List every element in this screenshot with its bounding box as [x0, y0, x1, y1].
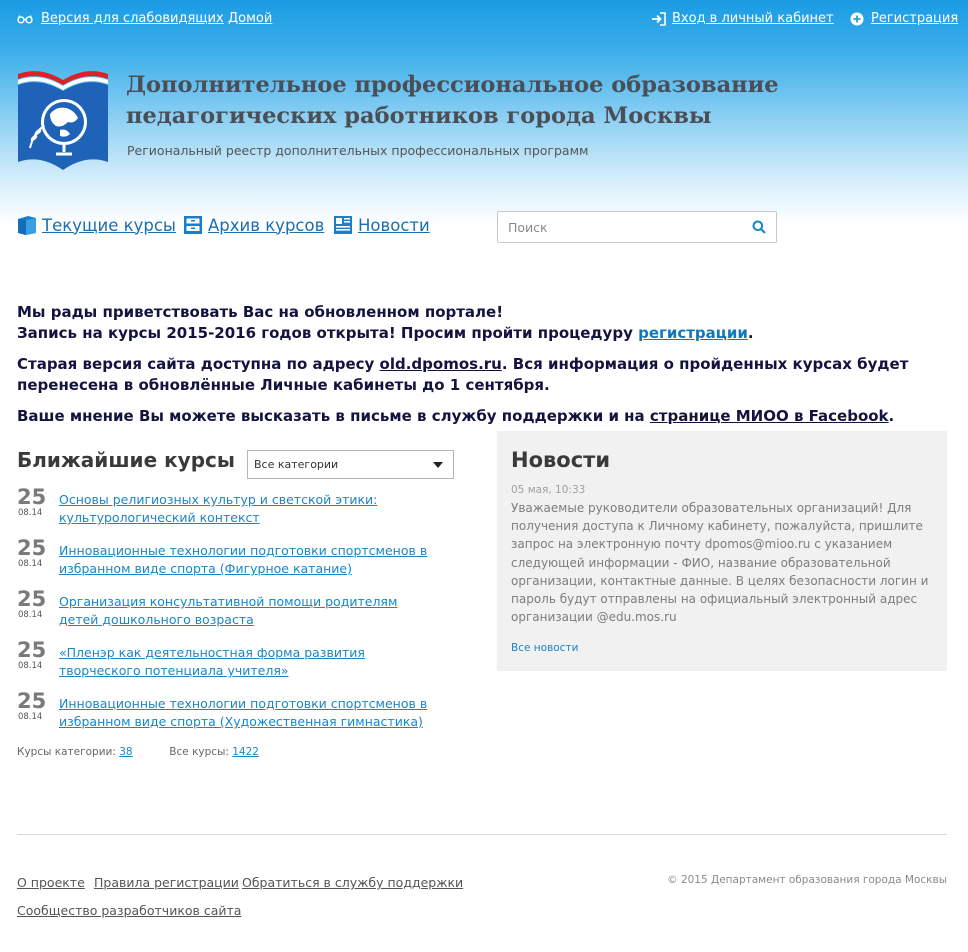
- notice-text: .: [747, 324, 754, 342]
- about-link[interactable]: О проекте: [17, 875, 85, 890]
- course-link[interactable]: Организация консультативной помощи родителям детей дошкольного возраста: [59, 594, 398, 627]
- copyright: © 2015 Департамент образования города Москвы: [667, 874, 947, 886]
- course-day: 25: [17, 689, 47, 713]
- course-date: 08.14: [18, 559, 43, 569]
- register-link[interactable]: Регистрация: [871, 11, 959, 26]
- notice-text: Старая версия сайта доступна по адресу: [17, 355, 380, 373]
- all-news-link[interactable]: Все новости: [511, 642, 579, 654]
- course-date: 08.14: [18, 508, 43, 518]
- newspaper-icon: [332, 214, 354, 236]
- course-date: 08.14: [18, 610, 43, 620]
- notice-line-1: Мы рады приветствовать Вас на обновленном портале!: [17, 303, 504, 321]
- course-item: [17, 536, 457, 582]
- course-item: [17, 485, 457, 531]
- rules-link[interactable]: Правила регистрации: [94, 875, 239, 890]
- book-icon: [16, 214, 38, 236]
- notice-text: .: [888, 407, 895, 425]
- welcome-notice: [17, 302, 957, 344]
- all-count-label: Все курсы:: [169, 746, 229, 758]
- notice-text: . Вся информация о пройденных курсах будет перенесена в обновлённые Личные кабинеты до 1 сентября.: [17, 355, 909, 394]
- nav-news-link[interactable]: Новости: [358, 215, 430, 235]
- course-link[interactable]: Инновационные технологии подготовки спортсменов в избранном виде спорта (Художественная гимнастика): [59, 696, 428, 729]
- news-title: Новости: [511, 448, 611, 472]
- category-select-value: Все категории: [254, 458, 339, 471]
- login-link[interactable]: Вход в личный кабинет: [672, 11, 834, 26]
- search-box: [497, 211, 777, 243]
- course-link[interactable]: «Пленэр как деятельностная форма развития творческого потенциала учителя»: [59, 645, 365, 678]
- notice-text: Ваше мнение Вы можете высказать в письме в службу поддержки и на: [17, 407, 650, 425]
- category-count-label: Курсы категории:: [17, 746, 116, 758]
- site-title: Дополнительное профессиональное образование педагогических работников города Москвы: [126, 72, 779, 129]
- site-logo[interactable]: [16, 66, 110, 172]
- notice-line-2: [17, 323, 957, 344]
- archive-icon: [182, 214, 204, 236]
- accessible-version-link[interactable]: Версия для слабовидящих: [41, 11, 224, 26]
- old-site-link[interactable]: old.dpomos.ru: [379, 355, 502, 373]
- developers-link[interactable]: Сообщество разработчиков сайта: [17, 903, 242, 918]
- course-day: 25: [17, 485, 47, 509]
- nav-current-courses-link[interactable]: Текущие курсы: [42, 215, 176, 235]
- plus-circle-icon: [849, 11, 865, 27]
- course-item: [17, 587, 457, 633]
- course-date: 08.14: [18, 712, 43, 722]
- all-count-link[interactable]: 1422: [232, 746, 259, 758]
- course-date: 08.14: [18, 661, 43, 671]
- nav-news[interactable]: [332, 213, 430, 237]
- support-link[interactable]: Обратиться в службу поддержки: [242, 875, 464, 890]
- nav-archive-link[interactable]: Архив курсов: [208, 215, 325, 235]
- course-day: 25: [17, 638, 47, 662]
- course-day: 25: [17, 587, 47, 611]
- search-input[interactable]: [498, 212, 748, 242]
- course-link[interactable]: Инновационные технологии подготовки спортсменов в избранном виде спорта (Фигурное катание): [59, 543, 428, 576]
- course-item: [17, 689, 457, 735]
- category-select[interactable]: [247, 450, 454, 479]
- registration-link[interactable]: регистрации: [638, 324, 748, 342]
- notice-text: Запись на курсы 2015-2016 годов открыта! Просим пройти процедуру: [17, 324, 639, 342]
- upcoming-courses-title: Ближайшие курсы: [17, 448, 235, 472]
- facebook-page-link[interactable]: странице МИОО в Facebook: [649, 407, 889, 425]
- course-day: 25: [17, 536, 47, 560]
- home-link[interactable]: Домой: [228, 11, 273, 26]
- news-date: 05 мая, 10:33: [511, 484, 586, 496]
- old-site-notice: [17, 354, 957, 396]
- course-stats: [17, 746, 259, 758]
- glasses-icon: [17, 11, 33, 27]
- nav-archive[interactable]: [182, 213, 324, 237]
- feedback-notice: [17, 406, 957, 427]
- search-icon[interactable]: [752, 220, 766, 234]
- category-count-link[interactable]: 38: [119, 746, 133, 758]
- course-item: [17, 638, 457, 684]
- course-link[interactable]: Основы религиозных культур и светской этики: культурологический контекст: [59, 492, 378, 525]
- sign-in-icon: [651, 11, 667, 27]
- news-panel: [497, 431, 947, 671]
- caret-down-icon: [433, 462, 443, 468]
- site-subtitle: Региональный реестр дополнительных профессиональных программ: [127, 143, 589, 158]
- nav-current-courses[interactable]: [16, 213, 176, 237]
- news-text: Уважаемые руководители образовательных организаций! Для получения доступа к Личному кабинету, пожалуйста, пришлите запрос на электронную почту dpomos@mioo.ru с указанием следующей информации - ФИО, название образовательной организации, контактные данные. В целях безопасности логин и пароль будут отправлены на официальный электронный адрес организации @edu.mos.ru: [511, 501, 929, 625]
- footer-divider: [17, 834, 947, 835]
